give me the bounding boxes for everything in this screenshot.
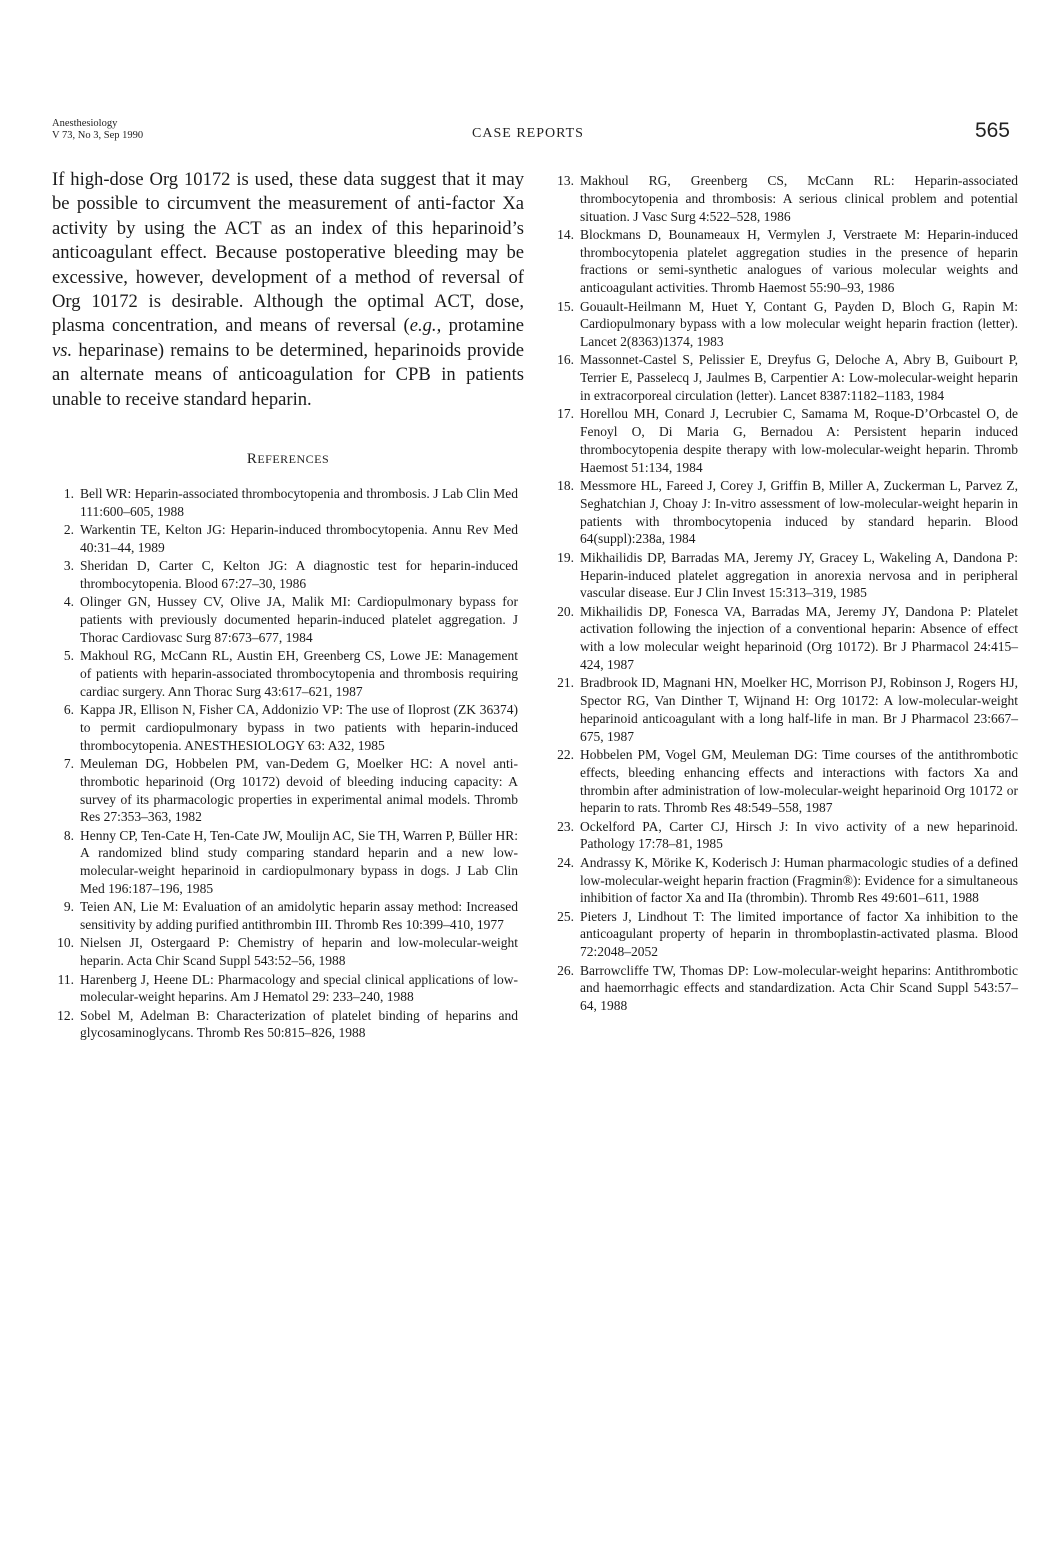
body-paragraph	[52, 168, 524, 412]
reference-text: Sheridan D, Carter C, Kelton JG: A diagnostic test for heparin-induced thrombocytopenia. Blood 67:27–30, 1986	[80, 558, 518, 591]
reference-text: Sobel M, Adelman B: Characterization of platelet binding of heparins and glycosaminoglycans. Thromb Res 50:815–826, 1988	[80, 1007, 518, 1041]
references-heading-text	[247, 451, 329, 467]
reference-number: 20.	[557, 603, 574, 619]
reference-item	[52, 647, 518, 700]
reference-number: 2.	[63, 522, 74, 538]
reference-text: Kappa JR, Ellison N, Fisher CA, Addonizio VP: The use of Iloprost (ZK 36374) to permit cardiopulmonary bypass in two patients with heparin-induced thrombocytopenia. ANESTHESIOLOGY 63: A32, 1985	[80, 702, 518, 753]
reference-number: 3.	[63, 558, 74, 574]
body-text-part3: heparinase) remains to be determined, heparinoids provide an alternate means of anticoagulation for CPB in patients unable to receive standard heparin.	[52, 339, 524, 410]
reference-text: Makhoul RG, Greenberg CS, McCann RL: Heparin-associated thrombocytopenia and thrombosis: A serious clinical problem and potential situation. J Vasc Surg 4:522–528, 1986	[580, 173, 1018, 224]
reference-number: 26.	[557, 962, 574, 978]
reference-number: 6.	[63, 702, 74, 718]
reference-text: Barrowcliffe TW, Thomas DP: Low-molecular-weight heparins: Antithrombotic and haemorrhagic effects and standardization. Acta Chir Scand Suppl 543:57–64, 1988	[580, 962, 1018, 1014]
journal-name: Anesthesiology	[52, 118, 118, 129]
reference-item	[52, 593, 518, 646]
reference-item	[552, 477, 1018, 548]
references-heading-initial: R	[246, 451, 258, 467]
reference-item	[52, 521, 518, 557]
reference-item	[552, 962, 1018, 1015]
references-heading	[52, 451, 524, 468]
references-column-right	[552, 172, 1018, 1015]
reference-number: 25.	[557, 908, 574, 924]
reference-item	[552, 603, 1018, 674]
reference-text: Olinger GN, Hussey CV, Olive JA, Malik MI: Cardiopulmonary bypass for patients with previously documented heparin-induced platelet aggregation. J Thorac Cardiovasc Surg 87:673–677, 1984	[80, 594, 518, 645]
reference-number: 1.	[63, 486, 74, 501]
reference-text: Pieters J, Lindhout T: The limited importance of factor Xa inhibition to the anticoagulant property of heparin in thromboplastin-activated plasma. Blood 72:2048–2052	[580, 908, 1018, 960]
reference-number: 21.	[557, 675, 574, 691]
reference-text: Makhoul RG, McCann RL, Austin EH, Greenberg CS, Lowe JE: Management of patients with heparin-associated thrombocytopenia and thrombosis requiring cardiac surgery. Ann Thorac Surg 43:617–621, 1987	[80, 648, 518, 699]
reference-item	[52, 971, 518, 1007]
reference-number: 18.	[557, 478, 574, 494]
reference-item	[552, 854, 1018, 907]
reference-number: 13.	[557, 173, 574, 188]
reference-text: Mikhailidis DP, Barradas MA, Jeremy JY, Gracey L, Wakeling A, Dandona P: Heparin-induced platelet aggregation in anorexia nervosa and in peripheral vascular disease. Eur J Clin Invest 15:313–319, 1985	[580, 549, 1018, 601]
reference-item	[552, 351, 1018, 404]
reference-text: Mikhailidis DP, Fonesca VA, Barradas MA, Jeremy JY, Dandona P: Platelet activation following the injection of a conventional heparin: Absence of effect with a low molecular weight heparinoid (Org 10172). Br J Pharmacol 24:415–424, 1987	[580, 603, 1018, 673]
section-title: CASE REPORTS	[472, 126, 584, 141]
reference-item	[552, 172, 1018, 225]
reference-text: Andrassy K, Mörike K, Koderisch J: Human pharmacologic studies of a defined low-molecular-weight heparin fraction (Fragmin®): Evidence for a simultaneous inhibition of factor Xa and IIa (thrombin). Thromb Res 49:601–611, 1988	[580, 854, 1018, 906]
reference-text: Ockelford PA, Carter CJ, Hirsch J: In vivo activity of a new heparinoid. Pathology 17:78–81, 1985	[580, 818, 1018, 852]
reference-text: Messmore HL, Fareed J, Corey J, Griffin B, Miller A, Zuckerman L, Parvez Z, Seghatchian J, Choay J: In-vitro assessment of low-molecular-weight heparin in patients with thrombocytopenia induced by standard heparin. Blood 64(suppl):238a, 1984	[580, 478, 1018, 547]
reference-number: 9.	[63, 899, 74, 915]
reference-item	[52, 485, 518, 521]
reference-item	[552, 818, 1018, 854]
reference-text: Nielsen JI, Ostergaard P: Chemistry of heparin and low-molecular-weight heparin. Acta Chir Scand Suppl 543:52–56, 1988	[80, 935, 518, 969]
reference-text: Meuleman DG, Hobbelen PM, van-Dedem G, Moelker HC: A novel anti-thrombotic heparinoid (Org 10172) devoid of bleeding inducing capacity: A survey of its pharmacologic properties in experimental animal models. Thromb Res 27:353–363, 1982	[80, 755, 518, 825]
reference-number: 11.	[57, 971, 74, 987]
reference-number: 19.	[557, 549, 574, 565]
reference-number: 22.	[557, 747, 574, 762]
reference-item	[552, 674, 1018, 745]
reference-number: 5.	[63, 648, 74, 664]
reference-text: Hobbelen PM, Vogel GM, Meuleman DG: Time courses of the antithrombotic effects, bleeding enhancing effects and interactions with factors Xa and thrombin after administration of low-molecular-weight heparinoid Org 10172 or heparin to rats. Thromb Res 48:549–558, 1987	[580, 747, 1018, 816]
reference-number: 4.	[63, 594, 74, 610]
reference-number: 10.	[57, 935, 74, 951]
references-column-left	[52, 485, 518, 1043]
references-heading-rest: EFERENCES	[257, 452, 330, 466]
body-text-eg: e.g.,	[409, 315, 442, 337]
reference-item	[552, 226, 1018, 297]
reference-item	[552, 746, 1018, 817]
reference-item	[52, 1007, 518, 1043]
reference-text: Blockmans D, Bounameaux H, Vermylen J, Verstraete M: Heparin-induced thrombocytopenia platelet aggregation studies in the presence of heparin fractions or semi-synthetic analogues of various molecular weights and anticoagulant activities. Thromb Haemost 55:90–93, 1986	[580, 226, 1018, 296]
reference-number: 8.	[63, 827, 74, 843]
reference-item	[52, 701, 518, 754]
reference-text: Warkentin TE, Kelton JG: Heparin-induced thrombocytopenia. Annu Rev Med 40:31–44, 1989	[80, 522, 518, 555]
journal-issue: V 73, No 3, Sep 1990	[52, 130, 144, 141]
reference-item	[552, 298, 1018, 351]
reference-item	[552, 405, 1018, 476]
reference-text: Bradbrook ID, Magnani HN, Moelker HC, Morrison PJ, Robinson J, Rogers HJ, Spector RG, Van Dinther T, Wijnand H: Org 10172: A low-molecular-weight heparinoid anticoagulant with a long half-life in man. Br J Pharmacol 23:667–675, 1987	[580, 675, 1018, 744]
reference-text: Teien AN, Lie M: Evaluation of an amidolytic heparin assay method: Increased sensitivity by adding purified antithrombin III. Thromb Res 10:399–410, 1977	[80, 899, 518, 933]
reference-number: 15.	[557, 298, 574, 314]
reference-item	[552, 908, 1018, 961]
reference-number: 17.	[557, 406, 574, 422]
body-text-part2: protamine	[441, 315, 525, 337]
page-number: 565	[974, 119, 1010, 142]
reference-item	[52, 557, 518, 593]
body-text-vs: vs.	[52, 339, 73, 361]
reference-number: 23.	[557, 818, 574, 834]
reference-text: Gouault-Heilmann M, Huet Y, Contant G, Payden D, Bloch G, Rapin M: Cardiopulmonary bypass with a low molecular weight heparin fraction (letter). Lancet 2(8363)1374, 1983	[580, 298, 1018, 350]
reference-item	[52, 827, 518, 898]
reference-item	[52, 934, 518, 970]
reference-number: 16.	[557, 352, 574, 368]
reference-number: 24.	[557, 854, 574, 870]
reference-number: 7.	[63, 755, 74, 771]
reference-text: Massonnet-Castel S, Pelissier E, Dreyfus G, Deloche A, Abry B, Guibourt P, Terrier E, Passelecq J, Jaulmes B, Carpentier A: Low-molecular-weight heparin in extracorporeal circulation (letter). Lancet 8387:1182–1183, 1984	[580, 352, 1018, 404]
reference-text: Bell WR: Heparin-associated thrombocytopenia and thrombosis. J Lab Clin Med 111:600–605, 1988	[80, 486, 518, 519]
reference-text: Horellou MH, Conard J, Lecrubier C, Samama M, Roque-D’Orbcastel O, de Fenoyl O, Di Maria G, Bernadou A: Persistent heparin induced thrombocytopenia despite therapy with low-molecular-weight heparin. Thromb Haemost 51:134, 1984	[580, 406, 1018, 475]
running-header-journal	[52, 118, 143, 142]
body-text-part1: If high-dose Org 10172 is used, these data suggest that it may be possible to circumvent the measurement of anti-factor Xa activity by using the ACT as an index of this heparinoid’s anticoagulant effect. Because postoperative bleeding may be excessive, however, development of a method of reversal of Org 10172 is desirable. Although the optimal ACT, dose, plasma concentration, and means of reversal (	[52, 169, 524, 337]
reference-number: 12.	[57, 1007, 74, 1023]
reference-text: Harenberg J, Heene DL: Pharmacology and special clinical applications of low-molecular-weight heparins. Am J Hematol 29: 233–240, 1988	[80, 971, 518, 1005]
reference-number: 14.	[557, 226, 574, 242]
reference-item	[52, 898, 518, 934]
reference-item	[52, 755, 518, 826]
reference-text: Henny CP, Ten-Cate H, Ten-Cate JW, Moulijn AC, Sie TH, Warren P, Büller HR: A randomized blind study comparing standard heparin and a new low-molecular-weight heparinoid in cardiopulmonary bypass in dogs. J Lab Clin Med 196:187–196, 1985	[80, 827, 518, 897]
reference-item	[552, 549, 1018, 602]
